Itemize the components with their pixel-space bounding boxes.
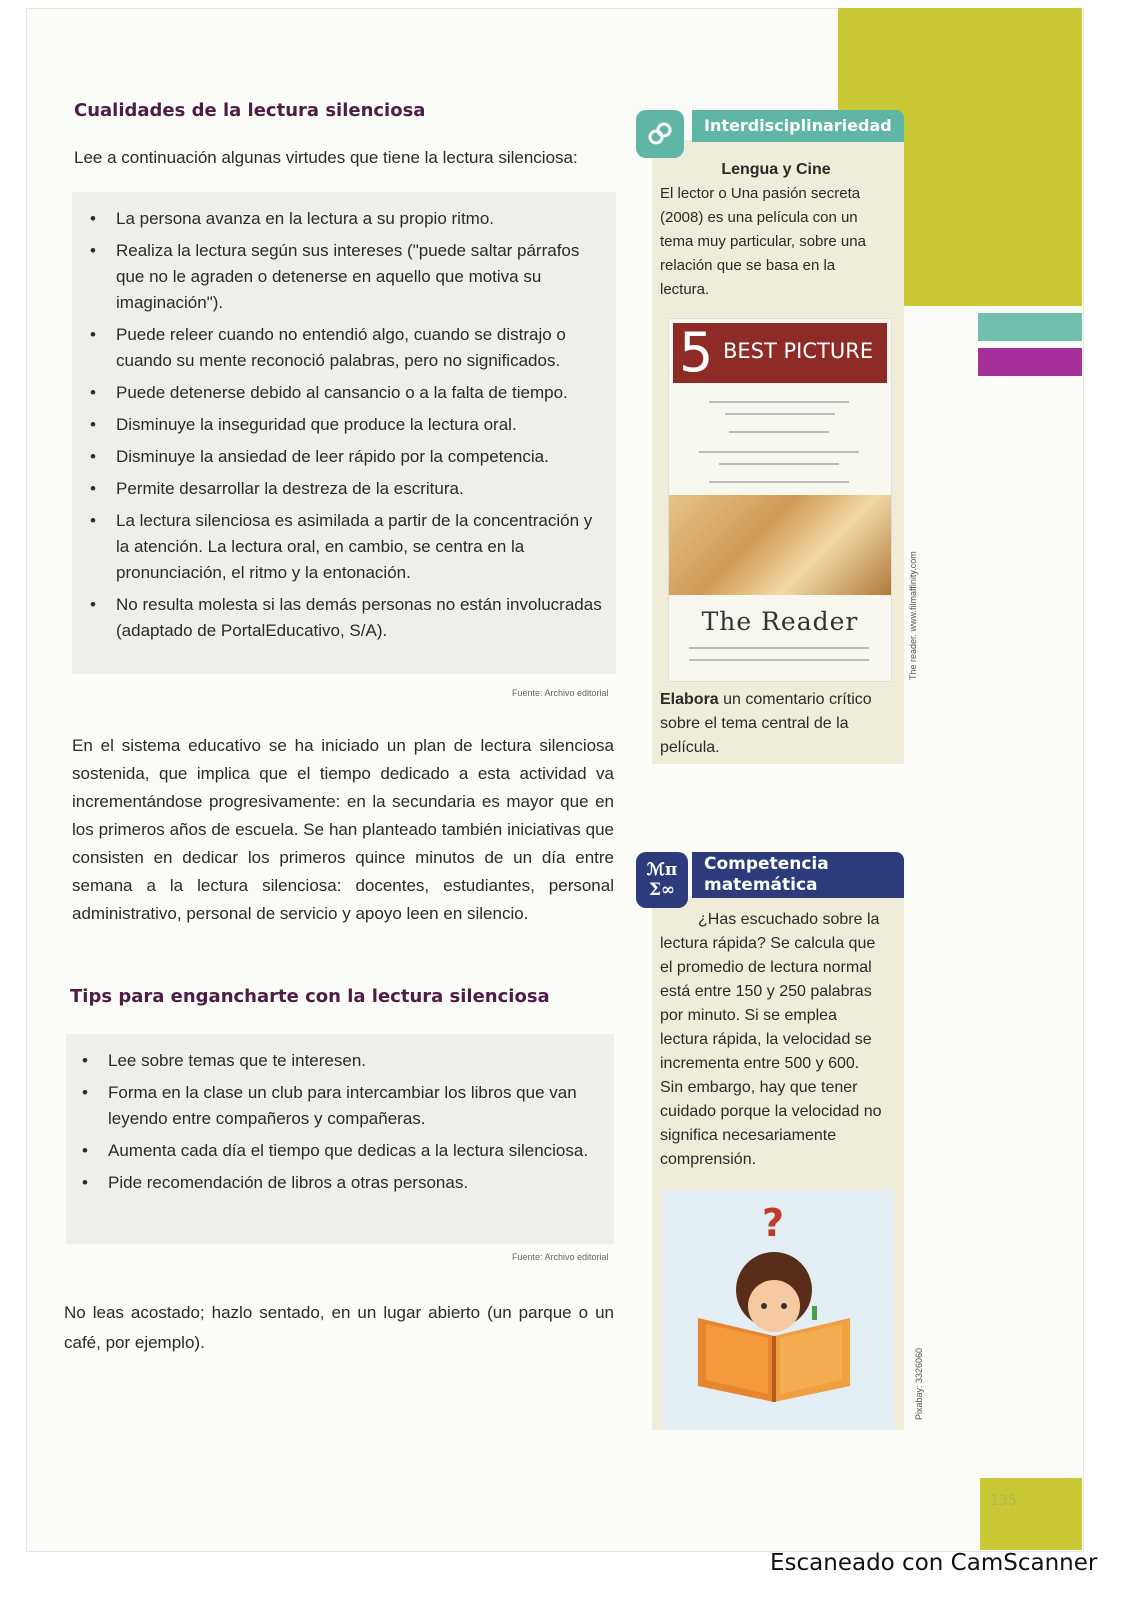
page-number: 135: [990, 1493, 1017, 1509]
scanner-watermark: Escaneado con CamScanner: [770, 1550, 1098, 1576]
svg-text:?: ?: [762, 1201, 785, 1245]
list-item: • Forma en la clase un club para intercambiar los libros que van leyendo entre compañeros y compañeras.: [82, 1083, 577, 1128]
list-item: • Realiza la lectura según sus intereses ("puede saltar párrafos que no le agraden o detenerse en aquello que motiva su imaginación").: [90, 241, 580, 312]
link-icon: [636, 110, 684, 158]
page-edge-yellow-tab-bottom: [980, 1478, 1082, 1550]
list-item: • Disminuye la ansiedad de leer rápido por la competencia.: [90, 447, 549, 466]
sidebar-activity: Elabora un comentario crítico sobre el tema central de la película.: [660, 691, 872, 756]
paragraph-tip-sitting: No leas acostado; hazlo sentado, en un lugar abierto (un parque o un café, por ejemplo).: [64, 1303, 614, 1352]
section-intro: Lee a continuación algunas virtudes que tiene la lectura silenciosa:: [74, 148, 578, 167]
math-competence-header: Competencia matemática: [692, 852, 904, 898]
tips-list: [70, 1048, 604, 1202]
source-caption: Fuente: Archivo editorial: [512, 688, 609, 698]
child-reading-illustration: [662, 1190, 894, 1430]
sidebar-movie-description: El lector o Una pasión secreta (2008) es una película con un tema muy particular, sobre una relación que se basa en la lectura.: [660, 185, 866, 298]
poster-title: The Reader: [701, 607, 859, 636]
movie-poster: [668, 318, 892, 682]
interdisciplinary-header: Interdisciplinariedad: [692, 110, 904, 142]
sidebar-speed-reading-text: ¿Has escuchado sobre la lectura rápida? Se calcula que el promedio de lectura normal está entre 150 y 250 palabras por minuto. Si se emplea lectura rápida, la velocidad se incrementa entre 500 y 600. Sin embargo, hay que tener cuidado porque la velocidad no significa necesariamente comprensión.: [660, 911, 882, 1168]
list-item: • Puede detenerse debido al cansancio o a la falta de tiempo.: [90, 383, 568, 402]
list-item: • Puede releer cuando no entendió algo, cuando se distrajo o cuando su mente reconoció palabras, pero no significados.: [90, 325, 566, 370]
section-title-tips: Tips para engancharte con la lectura silenciosa: [70, 986, 550, 1007]
page-edge-purple-tab: [978, 348, 1082, 376]
movie-still-image: [669, 495, 891, 595]
list-item: • Aumenta cada día el tiempo que dedicas a la lectura silenciosa.: [82, 1141, 589, 1160]
list-item: • Disminuye la inseguridad que produce la lectura oral.: [90, 415, 517, 434]
qualities-list: [78, 206, 604, 650]
sidebar-subtitle: Lengua y Cine: [721, 161, 831, 178]
list-item: • Lee sobre temas que te interesen.: [82, 1051, 366, 1070]
section-title-qualities: Cualidades de la lectura silenciosa: [74, 100, 426, 121]
page-edge-green-tab: [978, 313, 1082, 341]
list-item: • No resulta molesta si las demás personas no están involucradas (adaptado de PortalEducativo, S/A).: [90, 595, 602, 640]
illustration-credit: Pixabay: 3326060: [914, 1347, 924, 1420]
best-picture-badge: 5 BEST PICTURE: [673, 323, 887, 383]
list-item: • La persona avanza en la lectura a su propio ritmo.: [90, 209, 495, 228]
list-item: • La lectura silenciosa es asimilada a partir de la concentración y la atención. La lectura oral, en cambio, se centra en la pronunciación, el ritmo y la entonación.: [90, 511, 593, 582]
paragraph-silent-reading-plan: En el sistema educativo se ha iniciado un plan de lectura silenciosa sostenida, que implica que el tiempo dedicado a esta actividad va incrementándose progresivamente: en la secundaria es mayor que en los primeros años de escuela. Se han planteado también iniciativas que consisten en dedicar los primeros quince minutos de un día entre semana a la lectura silenciosa: docentes, estudiantes, personal administrativo, personal de servicio y apoyo leen en silencio.: [72, 736, 614, 923]
list-item: • Permite desarrollar la destreza de la escritura.: [90, 479, 464, 498]
source-caption: Fuente: Archivo editorial: [512, 1252, 609, 1262]
image-credit: The reader. www.filmaffinity.com: [908, 551, 918, 680]
list-item: • Pide recomendación de libros a otras personas.: [82, 1173, 469, 1192]
math-symbols-icon: ℳπ Σ∞: [636, 852, 688, 908]
